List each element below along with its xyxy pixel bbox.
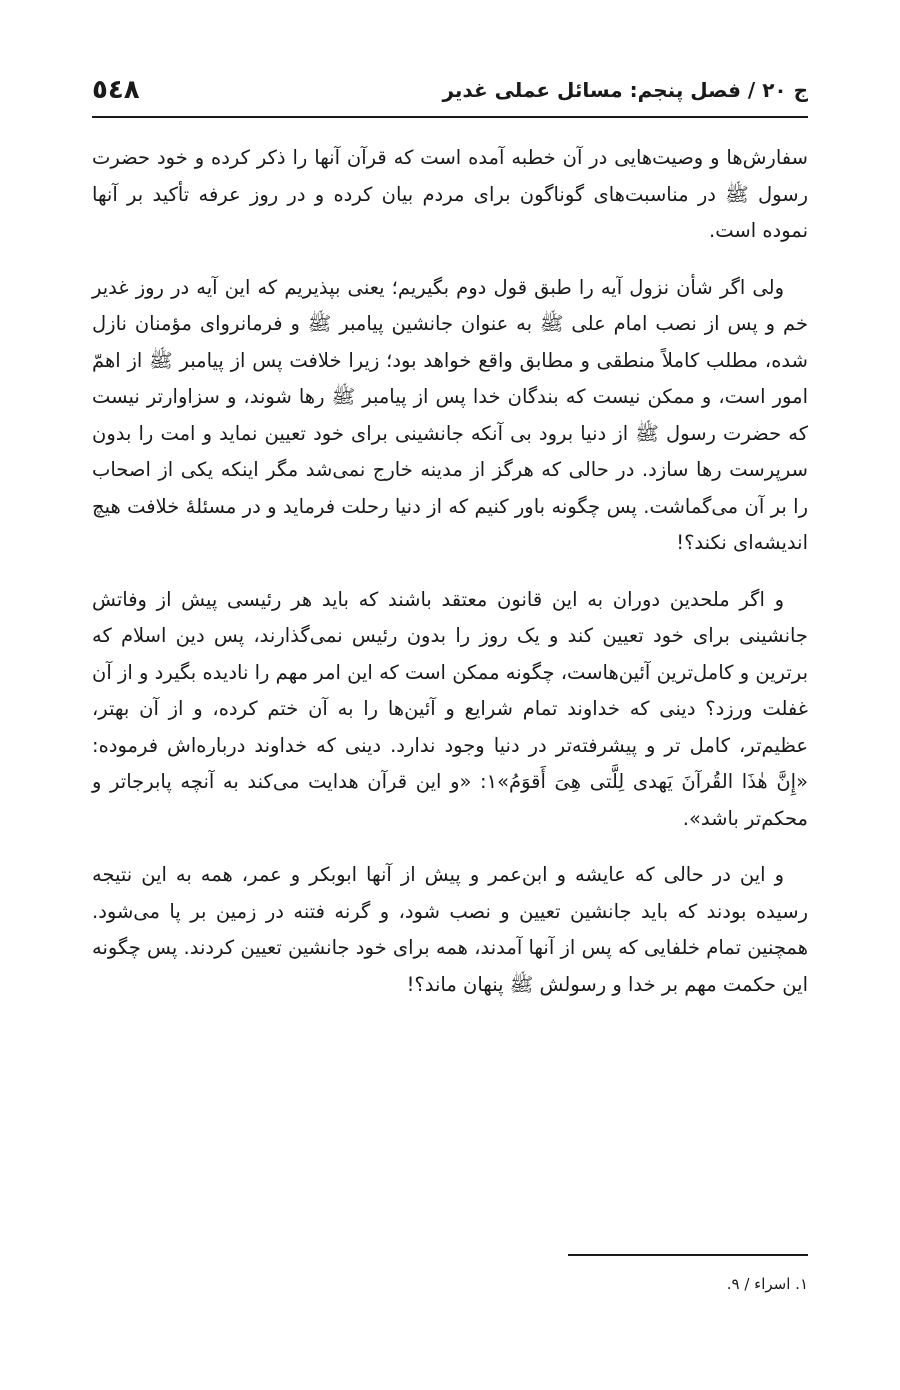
page-header	[92, 70, 808, 110]
paragraph-4: و این در حالی که عایشه و ابن‌عمر و پیش از آنها ابوبکر و عمر، همه به این نتیجه رسیده بودند که باید جانشین تعیین و نصب شود، و گرنه فتنه در زمین بر پا می‌شود. همچنین تمام خلفایی که پس از آنها آمدند، همه برای خود جانشین تعیین کردند. پس چگونه این حکمت مهم بر خدا و رسولش ﷺ پنهان ماند؟!	[92, 863, 808, 996]
paragraph-3: و اگر ملحدین دوران به این قانون معتقد باشند که باید هر رئیسی پیش از وفاتش جانشینی برای خود تعیین کند و یک روز را بدون رئیس نمی‌گذارند، پس دین اسلام که برترین و کامل‌ترین آئین‌هاست، چگونه ممکن است که این امر مهم را نادیده بگیرد و از آن غفلت ورزد؟ دینی که خداوند تمام شرایع و آئین‌ها را به آن ختم کرده، و از آن بهتر، عظیم‌تر، کامل تر و پیشرفته‌تر در دنیا وجود ندارد. دینی که خداوند درباره‌اش فرموده: «إِنَّ هٰذَا القُرآنَ یَهدی لِلَّتی هِیَ أَقوَمُ»١: «و این قرآن هدایت می‌کند به آنچه پابرجاتر و محکم‌تر باشد».	[92, 587, 809, 830]
main-text	[92, 140, 808, 1023]
footnote-divider	[568, 1254, 808, 1256]
paragraph-1: سفارش‌ها و وصیت‌هایی در آن خطبه آمده است که قرآن آنها را ذکر کرده و خود حضرت رسول ﷺ در مناسبت‌های گوناگون برای مردم بیان کرده و در روز عرفه تأکید بر آنها نموده است.	[92, 146, 808, 242]
header-divider	[92, 116, 808, 118]
footnote: ١. اسراء / ٩.	[726, 1275, 808, 1293]
paragraph-2: ولی اگر شأن نزول آیه را طبق قول دوم بگیریم؛ یعنی بپذیریم که این آیه در روز غدیر خم و پس از نصب امام علی ﷺ به عنوان جانشین پیامبر ﷺ و فرمانروای مؤمنان نازل شده، مطلب کاملاً منطقی و مطابق واقع خواهد بود؛ زیرا خلافت پس از پیامبر ﷺ از اهمّ امور است، و ممکن نیست که بندگان خدا پس از پیامبر ﷺ رها شوند، و سزاوارتر نیست که حضرت رسول ﷺ از دنیا برود بی آنکه جانشینی برای خود تعیین نماید و امت را بدون سرپرست رها سازد. در حالی که هرگز از مدینه خارج نمی‌شد مگر اینکه یکی از اصحاب را بر آن می‌گماشت. پس چگونه باور کنیم که از دنیا رحلت فرماید و در مسئلهٔ خلافت هیچ اندیشه‌ای نکند؟!	[92, 275, 808, 554]
page-number: ٥٤٨	[92, 75, 140, 105]
running-title: ج ٢٠ / فصل پنجم: مسائل عملی غدیر	[442, 78, 808, 102]
